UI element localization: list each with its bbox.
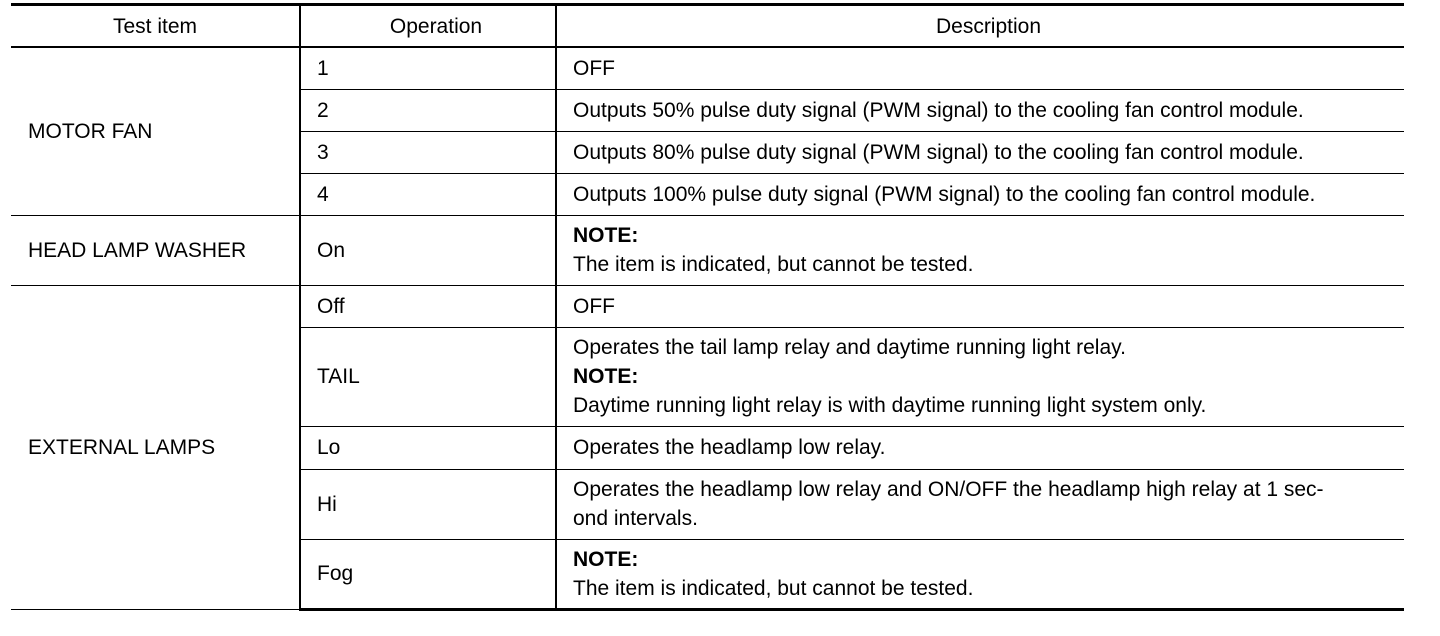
operation-cell: Hi — [300, 469, 556, 539]
operation-cell: On — [300, 215, 556, 285]
description-text: ond intervals. — [573, 507, 698, 530]
description-cell — [556, 539, 1404, 609]
header-operation: Operation — [300, 5, 556, 48]
description-cell — [556, 215, 1404, 285]
table-row — [11, 47, 1404, 89]
description-cell: Outputs 50% pulse duty signal (PWM signal) to the cooling fan control module. — [556, 89, 1404, 131]
description-cell: Outputs 80% pulse duty signal (PWM signal) to the cooling fan control module. — [556, 131, 1404, 173]
operation-cell: Fog — [300, 539, 556, 609]
note-label: NOTE: — [573, 365, 639, 388]
test-item-external-lamps: EXTERNAL LAMPS — [11, 285, 300, 609]
operation-cell: TAIL — [300, 327, 556, 426]
note-label: NOTE: — [573, 224, 639, 247]
description-cell: OFF — [556, 285, 1404, 327]
description-cell — [556, 327, 1404, 426]
note-text: The item is indicated, but cannot be tested. — [573, 576, 974, 600]
description-text: Operates the tail lamp relay and daytime running light relay. — [573, 336, 1126, 359]
operation-cell: 2 — [300, 89, 556, 131]
description-cell — [556, 469, 1404, 539]
operation-cell: Off — [300, 285, 556, 327]
description-cell: OFF — [556, 47, 1404, 89]
header-row — [11, 5, 1404, 48]
operation-cell: 3 — [300, 131, 556, 173]
operation-cell: Lo — [300, 426, 556, 469]
note-text: Daytime running light relay is with daytime running light system only. — [573, 394, 1207, 417]
table-row — [11, 285, 1404, 327]
description-cell: Outputs 100% pulse duty signal (PWM signal) to the cooling fan control module. — [556, 173, 1404, 215]
operation-cell: 4 — [300, 173, 556, 215]
note-label: NOTE: — [573, 547, 639, 571]
test-item-head-lamp-washer: HEAD LAMP WASHER — [11, 215, 300, 285]
table-row — [11, 215, 1404, 285]
note-text: The item is indicated, but cannot be tested. — [573, 253, 974, 276]
header-test-item: Test item — [11, 5, 300, 48]
test-items-table — [11, 3, 1404, 611]
operation-cell: 1 — [300, 47, 556, 89]
description-text: Operates the headlamp low relay and ON/OFF the headlamp high relay at 1 sec- — [573, 478, 1324, 501]
description-cell: Operates the headlamp low relay. — [556, 426, 1404, 469]
header-description: Description — [556, 5, 1404, 48]
test-item-motor-fan: MOTOR FAN — [11, 47, 300, 215]
